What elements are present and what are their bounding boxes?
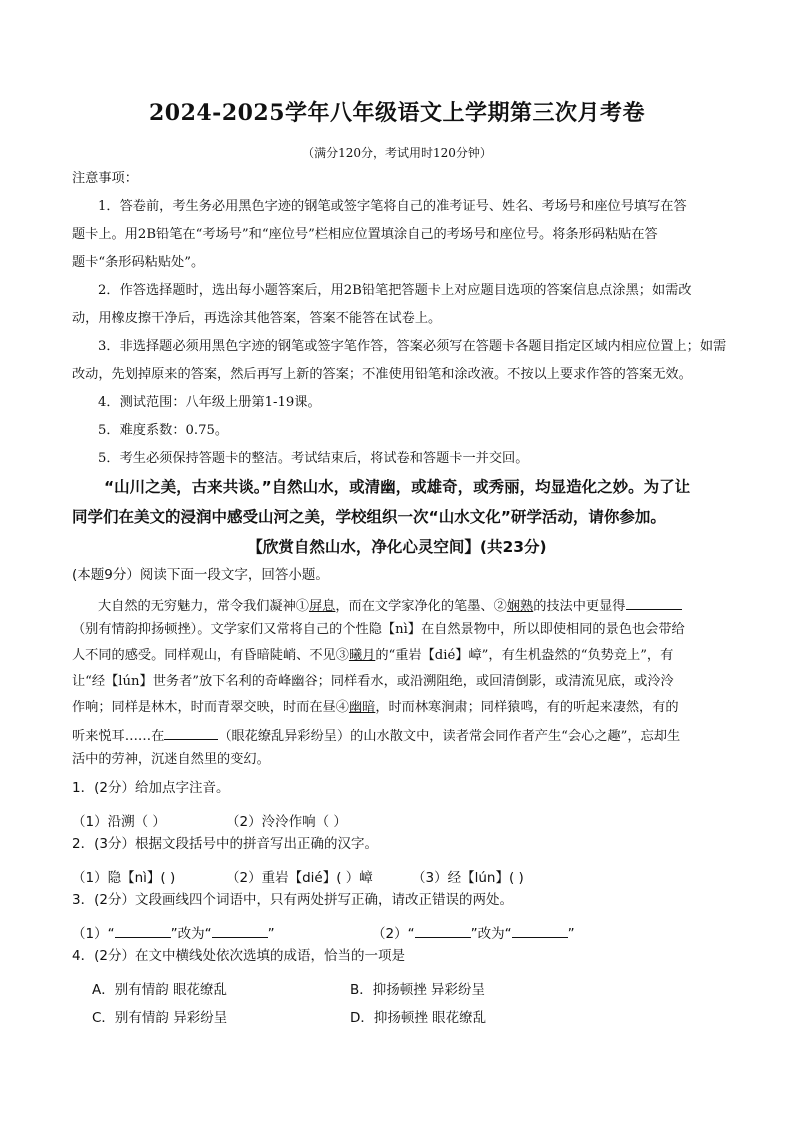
- q1-item-2: （2）泠泠作响（ ）: [226, 814, 347, 830]
- q4-option-c[interactable]: C．别有情韵 异彩纷呈: [92, 1010, 228, 1026]
- note-1-line-2: 题卡上。用2B铅笔在“考场号”和“座位号”栏相应位置填涂自己的考场号和座位号。将条形码粘贴在答: [72, 227, 658, 242]
- answer-blank-4: [212, 925, 268, 938]
- note-3-line-2: 改动，先划掉原来的答案，然后再写上新的答案；不准使用铅笔和涂改液。不按以上要求作答的答案无效。: [72, 367, 692, 382]
- underlined-word-2: 娴熟: [506, 599, 534, 614]
- passage-line-2: （别有情韵抑扬顿挫）。文学家们又常将自己的个性隐【nì】在自然景物中，所以即使相同的景色也会带给: [72, 622, 685, 637]
- answer-blank-2: [164, 727, 218, 740]
- answer-blank-3: [115, 925, 171, 938]
- q4-stem: 4．(2分）在文中横线处依次选填的成语，恰当的一项是: [72, 948, 405, 964]
- section-intro: (本题9分）阅读下面一段文字，回答小题。: [72, 567, 329, 583]
- page-subtitle: （满分120分，考试用时120分钟）: [302, 146, 492, 160]
- note-3-line-1: 3．非选择题必须用黑色字迹的钢笔或签字笔作答，答案必须写在答题卡各题目指定区域内相应位置上；如需: [98, 339, 727, 354]
- q2-item-1: （1）隐【nì】( ): [72, 870, 176, 886]
- underlined-word-3: 曦月: [348, 648, 376, 663]
- q4-option-d[interactable]: D．抑扬顿挫 眼花缭乱: [350, 1010, 487, 1026]
- passage-line-7: 活中的劳神，沉迷自然里的变幻。: [72, 752, 270, 767]
- note-1-line-1: 1．答卷前，考生务必用黑色字迹的钢笔或签字笔将自己的准考证号、姓名、考场号和座位号填写在答: [98, 199, 687, 214]
- q3-item-1: （1）“ ”改为“ ”: [72, 926, 275, 942]
- underlined-word-1: 屏息: [309, 599, 336, 614]
- q2-item-3: （3）经【lún】( ): [412, 870, 524, 886]
- notes-heading: 注意事项：: [72, 171, 138, 186]
- intro-line-2: 同学们在美文的浸润中感受山河之美，学校组织一次“山水文化”研学活动，请你参加。: [72, 508, 666, 526]
- note-2-line-2: 动，用橡皮擦干净后，再选涂其他答案，答案不能答在试卷上。: [72, 311, 442, 326]
- intro-line-1: “山川之美，古来共谈。”自然山水，或清幽，或雄奇，或秀丽，均显造化之妙。为了让: [104, 478, 691, 496]
- q3-stem: 3．(2分）文段画线四个词语中，只有两处拼写正确，请改正错误的两处。: [72, 892, 513, 908]
- note-2-line-1: 2．作答选择题时，选出每小题答案后，用2B铅笔把答题卡上对应题目选项的答案信息点涂黑；如需改: [98, 283, 692, 298]
- passage-line-5: 作响；同样是林木，时而青翠交映，时而在昼④幽暗，时而林寒涧肃；同样猿鸣，有的听起来凄然，有的: [72, 700, 679, 715]
- note-1-line-3: 题卡“条形码粘贴处”。: [72, 255, 205, 270]
- q2-stem: 2．(3分）根据文段括号中的拼音写出正确的汉字。: [72, 836, 378, 852]
- section-title: 【欣赏自然山水，净化心灵空间】(共23分): [247, 538, 547, 556]
- q1-item-1: （1）沿溯（ ）: [72, 814, 166, 830]
- q2-item-2: （2）重岩【dié】( ）嶂: [226, 870, 373, 886]
- answer-blank-1: [626, 597, 682, 610]
- note-5a: 5．难度系数：0.75。: [98, 423, 229, 438]
- page-title: 2024-2025学年八年级语文上学期第三次月考卷: [148, 100, 646, 126]
- answer-blank-6: [512, 925, 568, 938]
- note-5b: 5．考生必须保持答题卡的整洁。考试结束后，将试卷和答题卡一并交回。: [98, 451, 529, 466]
- q4-option-a[interactable]: A．别有情韵 眼花缭乱: [92, 982, 228, 998]
- q3-item-2: （2）“ ”改为“ ”: [372, 926, 575, 942]
- passage-line-1: 大自然的无穷魅力，常令我们凝神①屏息，而在文学家净化的笔墨、②娴熟的技法中更显得: [98, 597, 720, 613]
- q1-stem: 1．(2分）给加点字注音。: [72, 780, 230, 796]
- passage-line-3: 人不同的感受。同样观山，有昏暗陡峭、不见③曦月的“重岩【dié】嶂”，有生机盎然的“负势竞上”，有: [72, 648, 674, 663]
- passage-line-6: 听来悦耳……在 （眼花缭乱异彩纷呈）的山水散文中，读者常会同作者产生“会心之趣”，忘却生: [72, 729, 681, 744]
- answer-blank-5: [415, 925, 471, 938]
- underlined-word-4: 幽暗: [348, 700, 376, 715]
- note-4: 4．测试范围：八年级上册第1-19课。: [98, 395, 321, 410]
- passage-line-4: 让“经【lún】世务者”放下名利的奇峰幽谷；同样看水，或沿溯阻绝，或回清倒影，或清流见底，或泠泠: [72, 674, 674, 689]
- q4-option-b[interactable]: B．抑扬顿挫 异彩纷呈: [350, 982, 486, 998]
